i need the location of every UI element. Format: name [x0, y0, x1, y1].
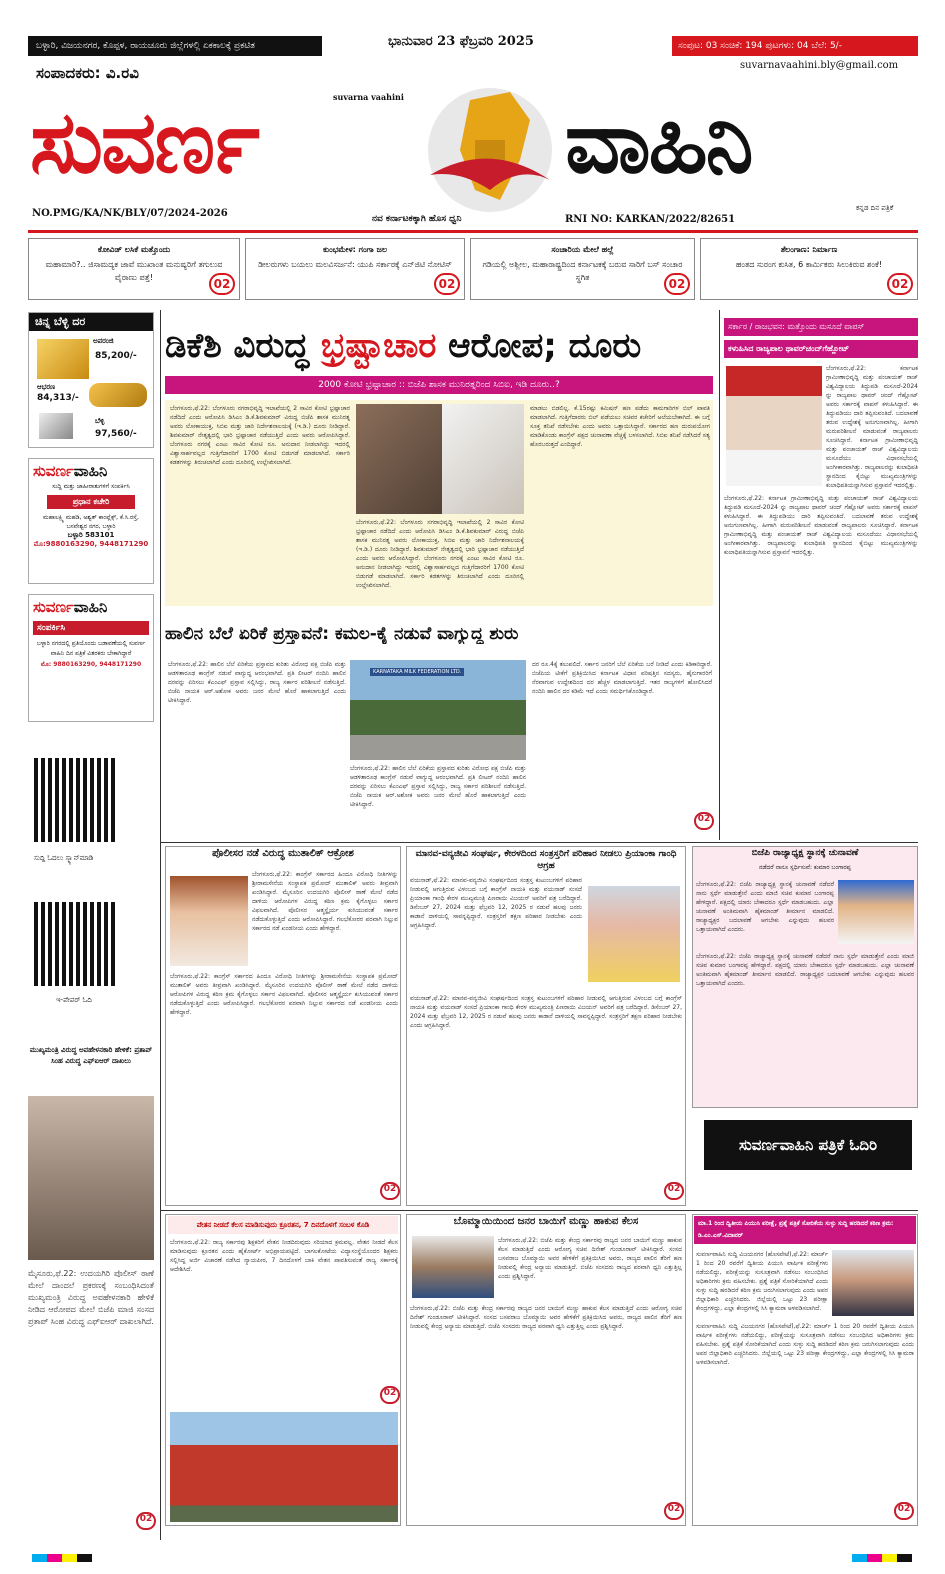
ad-tagline: ಸುದ್ದಿ ಮತ್ತು ಜಾಹೀರಾತುಗಳಿಗೆ ಸಂಪರ್ಕಿಸಿ: [52, 483, 130, 490]
story-puc-body: ಸುವರ್ಣವಾಹಿನಿ ಸುದ್ದಿ ವಿಜಯನಗರ (ಹೊಸಪೇಟೆ),ಫೆ.22: ಮಾರ್ಚ್ 1 ರಿಂದ 20 ರವರೆಗೆ ದ್ವಿತೀಯ ಪಿಯುಸಿ ವಾರ್ಷಿಕ ಪರೀಕ್ಷೆಗಳು ನಡೆಯಲಿದ್ದು, ಪರೀಕ್ಷೆಯನ್ನು ಸುಸೂತ್ರವಾಗಿ ನಡೆಸಲು ಸಂಬಂಧಿಸಿದ ಅಧಿಕಾರಿಗಳು ಕ್ರಮ ವಹಿಸಬೇಕು. ಪ್ರಶ್ನೆ ಪತ್ರಿಕೆ ಸೋರಿಕೆಯಾಗಿದೆ ಎಂದು ಸುಳ್ಳು ಸುದ್ದಿ ಹರಡಿದರೆ ಕಠಿಣ ಕ್ರಮ ಜರುಗಿಸಲಾಗುವುದು ಎಂದು ಅಪರ ಜಿಲ್ಲಾಧಿಕಾರಿ ಎಚ್ಚರಿಸಿದರು. ಜಿಲ್ಲೆಯಲ್ಲಿ ಒಟ್ಟು 23 ಪರೀಕ್ಷಾ ಕೇಂದ್ರಗಳಿದ್ದು, ಎಲ್ಲಾ ಕೇಂದ್ರಗಳಲ್ಲಿ ಸಿಸಿ ಕ್ಯಾಮರಾ ಅಳವಡಿಸಲಾಗಿದೆ.: [696, 1323, 914, 1366]
silver-rate: 97,560/-: [95, 429, 137, 439]
rni-number: RNI NO: KARKAN/2022/82651: [565, 214, 736, 225]
story-mutalik-body: ಬೆಂಗಳೂರು,ಫೆ.22: ಕಾಂಗ್ರೆಸ್ ಸರ್ಕಾರದ ಹಿಂದೂ ವಿರೋಧಿ ನೀತಿಗಳನ್ನು ಶ್ರೀರಾಮಸೇನೆಯ ಸಂಸ್ಥಾಪಕ ಪ್ರಮೋದ್ ಮುತಾಲಿಕ್ ಅವರು ತೀವ್ರವಾಗಿ ಖಂಡಿಸಿದ್ದಾರೆ. ಮೈಸೂರಿನ ಉದಯಗಿರಿ ಪೊಲೀಸ್ ಠಾಣೆ ಮೇಲೆ ನಡೆದ ದಾಳಿಯ ಆರೋಪಿಗಳ ವಿರುದ್ಧ ಕಠಿಣ ಕ್ರಮ ಕೈಗೊಳ್ಳಲು ಸರ್ಕಾರ ವಿಫಲವಾಗಿದೆ. ಪೊಲೀಸರ ಆತ್ಮಸ್ಥೈರ್ಯ ಕುಸಿಯುವಂತೆ ಸರ್ಕಾರ ನಡೆದುಕೊಳ್ಳುತ್ತಿದೆ ಎಂದು ಆರೋಪಿಸಿದ್ದಾರೆ. ಗಲಭೆಕೋರರ ಪರವಾಗಿ ನಿಲ್ಲುವ ಸರ್ಕಾರದ ನಡೆ ಖಂಡನೀಯ ಎಂದು ಹೇಳಿದ್ದಾರೆ.: [170, 973, 398, 1016]
teaser-body: ಗಡಿಯಲ್ಲಿ ಅಶ್ಲೀಲ, ಮಹಾರಾಷ್ಟ್ರದಿಂದ ಕರ್ನಾಟಕಕ್ಕೆ ಬರುವ ಸಾರಿಗೆ ಬಸ್ ಸಂಚಾರ ಸ್ಥಗಿತ: [482, 260, 683, 282]
districts-bar: ಬಳ್ಳಾರಿ, ವಿಜಯನಗರ, ಕೊಪ್ಪಳ, ರಾಯಚೂರು ಜಿಲ್ಲೆಗಳಲ್ಲಿ ಏಕಕಾಲಕ್ಕೆ ಪ್ರಕಟಿತ: [28, 36, 322, 56]
story-puc-head[interactable]: ಮಾ.1 ರಿಂದ ದ್ವಿತೀಯ ಪಿಯುಸಿ ಪರೀಕ್ಷೆ, ಪ್ರಶ್ನೆ ಪತ್ರಿಕೆ ಸೋರಿಕೆಯ ಸುಳ್ಳು ಸುದ್ದಿ ಹರಡಿದರೆ ಕಠಿಣ ಕ್ರಮ: ಡಿ.ಎಂ.ಎಸ್.ವಿದಾವರ್: [694, 1216, 916, 1244]
jewel-label: ಆಭರಣ: [37, 383, 56, 391]
milk-body-mid: ಬೆಂಗಳೂರು,ಫೆ.22: ಹಾಲಿನ ಬೆಲೆ ಏರಿಕೆಯ ಪ್ರಸ್ತಾವದ ಕುರಿತು ವಿರೋಧ ಪಕ್ಷ ಬಿಜೆಪಿ ಮತ್ತು ಆಡಳಿತಾರೂಢ ಕಾಂಗ್ರೆಸ್ ನಡುವೆ ವಾಗ್ಯುದ್ಧ ಆರಂಭವಾಗಿದೆ. ಪ್ರತಿ ಲೀಟರ್ ನಂದಿನಿ ಹಾಲಿನ ದರವನ್ನು ಏರಿಸಲು ಕೆಎಂಎಫ್ ಪ್ರಸ್ತಾವ ಸಲ್ಲಿಸಿದ್ದು, ರಾಜ್ಯ ಸರ್ಕಾರ ಪರಿಶೀಲನೆ ನಡೆಸುತ್ತಿದೆ. ಬಿಜೆಪಿ ನಾಯಕ ಆರ್.ಅಶೋಕ ಅವರು ಜನರ ಮೇಲೆ ಹೊರೆ ಹಾಕಲಾಗುತ್ತಿದೆ ಎಂದು ಟೀಕಿಸಿದ್ದಾರೆ.: [350, 765, 526, 808]
governor-photo: [726, 366, 822, 486]
teaser-1[interactable]: [28, 238, 240, 300]
dinesh-photo: [412, 1236, 494, 1298]
page-badge: 02: [209, 273, 235, 295]
jewel-image: [89, 383, 147, 407]
milk-body-left: ಬೆಂಗಳೂರು,ಫೆ.22: ಹಾಲಿನ ಬೆಲೆ ಏರಿಕೆಯ ಪ್ರಸ್ತಾವದ ಕುರಿತು ವಿರೋಧ ಪಕ್ಷ ಬಿಜೆಪಿ ಮತ್ತು ಆಡಳಿತಾರೂಢ ಕಾಂಗ್ರೆಸ್ ನಡುವೆ ವಾಗ್ಯುದ್ಧ ಆರಂಭವಾಗಿದೆ. ಪ್ರತಿ ಲೀಟರ್ ನಂದಿನಿ ಹಾಲಿನ ದರವನ್ನು ಏರಿಸಲು ಕೆಎಂಎಫ್ ಪ್ರಸ್ತಾವ ಸಲ್ಲಿಸಿದ್ದು, ರಾಜ್ಯ ಸರ್ಕಾರ ಪರಿಶೀಲನೆ ನಡೆಸುತ್ತಿದೆ. ಬಿಜೆಪಿ ನಾಯಕ ಆರ್.ಅಶೋಕ ಅವರು ಜನರ ಮೇಲೆ ಹೊರೆ ಹಾಕಲಾಗುತ್ತಿದೆ ಎಂದು ಟೀಕಿಸಿದ್ದಾರೆ.: [168, 661, 346, 704]
gold-bar-image: [37, 339, 89, 379]
milk-body-right: ದರ ರೂ.4ಕ್ಕೆ ತಲುಪಲಿದೆ. ಸರ್ಕಾರ ಜನರಿಗೆ ಬೆಲೆ ಏರಿಕೆಯ ಬರೆ ನೀಡಿದೆ ಎಂದು ಕಿಡಿಕಾರಿದ್ದಾರೆ. ಬಿಜೆಪಿಯ ಟೀಕೆಗೆ ಪ್ರತಿಕ್ರಿಯಿಸಿದ ಕರ್ನಾಟಕ ವಿಧಾನ ಪರಿಷತ್ತಿನ ಸದಸ್ಯರು, ಹೈನುಗಾರರಿಗೆ ನೆರವಾಗುವ ಉದ್ದೇಶದಿಂದ ದರ ಹೆಚ್ಚಳ ಮಾಡಲಾಗುತ್ತಿದೆ. ಇತರ ರಾಜ್ಯಗಳಿಗೆ ಹೋಲಿಸಿದರೆ ನಂದಿನಿ ಹಾಲಿನ ದರ ಕಡಿಮೆ ಇದೆ ಎಂದು ಸಮರ್ಥಿಸಿಕೊಂಡಿದ್ದಾರೆ.: [532, 661, 712, 695]
read-banner: ಸುವರ್ಣವಾಹಿನಿ ಪತ್ರಿಕೆ ಓದಿರಿ: [704, 1120, 912, 1170]
ad-logo-right: ವಾಹಿನಿ: [73, 462, 108, 480]
daily-label: ಕನ್ನಡ ದಿನ ಪತ್ರಿಕೆ: [856, 204, 894, 212]
small-logo: suvarna vaahini: [333, 92, 404, 102]
page-badge: 02: [894, 1502, 914, 1520]
registration-number: NO.PMG/KA/NK/BLY/07/2024-2026: [32, 208, 228, 219]
teaser-2[interactable]: [245, 238, 465, 300]
side-story-body: ಮೈಸೂರು,ಫೆ.22: ಉದಯಗಿರಿ ಪೊಲೀಸ್ ಠಾಣೆ ಮೇಲೆ ದಾಂದಲೆ ಪ್ರಕರಣಕ್ಕೆ ಸಂಬಂಧಿಸಿದಂತೆ ಮುಖ್ಯಮಂತ್ರಿ ವಿರುದ್ಧ ಅವಹೇಳನಕಾರಿ ಹೇಳಿಕೆ ನೀಡಿದ ಆರೋಪದ ಮೇಲೆ ಬಿಜೆಪಿ ಮಾಜಿ ಸಂಸದ ಪ್ರತಾಪ್ ಸಿಂಹ ವಿರುದ್ಧ ಎಫ್‌ಐಆರ್ ದಾಖಲಾಗಿದೆ.: [28, 1269, 154, 1326]
contact-email[interactable]: suvarnavaahini.bly@gmail.com: [740, 60, 899, 71]
story-bjp-sub: ನಡೆದರೆ ನಾನೂ ಸ್ಪರ್ಧಿಸುವೆ: ಕುಮಾರ ಬಂಗಾರಪ್ಪ: [759, 864, 851, 871]
page-badge: 02: [664, 1182, 684, 1200]
page-badge: 02: [136, 1512, 156, 1530]
qr-code-news[interactable]: [34, 758, 118, 842]
office-address: ಮಹಾಲಕ್ಷ್ಮಿ ಮಹಡಿ, ಅಶ್ವತ್ ಕಾಂಪ್ಲೆಕ್ಸ್, ಕೆ.ಸಿ.ರಸ್ತೆ, ಬಸವೇಶ್ವರ ನಗರ, ಬಳ್ಳಾರಿ: [43, 514, 139, 530]
issue-info: ಸಂಪುಟ: 03 ಸಂಚಿಕೆ: 194 ಪುಟಗಳು: 04 ಬೆಲೆ: 5/-: [672, 36, 918, 56]
teaser-3[interactable]: [470, 238, 695, 300]
story-bommai-body-top: ಬೆಂಗಳೂರು,ಫೆ.22: ಬಿಜೆಪಿ ಮತ್ತು ಕೇಂದ್ರ ಸರ್ಕಾರವು ರಾಜ್ಯದ ಜನರ ಬಾಯಿಗೆ ಮಣ್ಣು ಹಾಕುವ ಕೆಲಸ ಮಾಡುತ್ತಿದೆ ಎಂದು ಆರೋಗ್ಯ ಸಚಿವ ದಿನೇಶ್ ಗುಂಡೂರಾವ್ ಟೀಕಿಸಿದ್ದಾರೆ. ಸಂಸದ ಬಸವರಾಜ ಬೊಮ್ಮಾಯಿ ಅವರ ಹೇಳಿಕೆಗೆ ಪ್ರತಿಕ್ರಿಯಿಸಿದ ಅವರು, ರಾಜ್ಯದ ಪಾಲಿನ ತೆರಿಗೆ ಹಣ ನೀಡುವಲ್ಲಿ ಕೇಂದ್ರ ಅನ್ಯಾಯ ಮಾಡುತ್ತಿದೆ. ಬಿಜೆಪಿ ಸಂಸದರು ರಾಜ್ಯದ ಪರವಾಗಿ ಧ್ವನಿ ಎತ್ತುತ್ತಿಲ್ಲ ಎಂದು ಪ್ರಶ್ನಿಸಿದ್ದಾರೆ.: [498, 1237, 682, 1280]
gold-rate-title: ಚಿನ್ನ ಬೆಳ್ಳಿ ದರ: [29, 313, 153, 331]
story-bjp-body: ಬೆಂಗಳೂರು,ಫೆ.22: ಬಿಜೆಪಿ ರಾಜ್ಯಾಧ್ಯಕ್ಷ ಸ್ಥಾನಕ್ಕೆ ಚುನಾವಣೆ ನಡೆದರೆ ನಾನು ಸ್ಪರ್ಧೆ ಮಾಡುತ್ತೇನೆ ಎಂದು ಮಾಜಿ ಸಚಿವ ಕುಮಾರ ಬಂಗಾರಪ್ಪ ಹೇಳಿದ್ದಾರೆ. ಪಕ್ಷದಲ್ಲಿ ಯಾರು ಬೇಕಾದರೂ ಸ್ಪರ್ಧೆ ಮಾಡಬಹುದು. ಎಲ್ಲಾ ಚುನಾವಣೆ ಅಂತಿಮವಾಗಿ ಹೈಕಮಾಂಡ್ ತೀರ್ಮಾನ ಮಾಡಲಿದೆ. ರಾಜ್ಯಾಧ್ಯಕ್ಷರ ಬದಲಾವಣೆ ಆಗಬೇಕು ಎನ್ನುವುದು ಹಲವರ ಒತ್ತಾಯವಾಗಿದೆ ಎಂದರು.: [696, 953, 914, 987]
lead-headline-b: ಭ್ರಷ್ಟಾಚಾರ: [320, 326, 437, 366]
story-bjp-head[interactable]: ಬಿಜೆಪಿ ರಾಜ್ಯಾಧ್ಯಕ್ಷ ಸ್ಥಾನಕ್ಕೆ ಚುನಾವಣೆ: [751, 848, 859, 858]
right-subhead[interactable]: ಕಳುಹಿಸಿದ ರಾಜ್ಯಪಾಲ ಥಾವರ್‌ಚಂದ್‌ಗೆಹ್ಲೋಟ್: [724, 340, 918, 358]
page-badge: 02: [380, 1386, 400, 1404]
teaser-head: ಕುಂಭಮೇಳ: ಗಂಗಾ ಜಲ: [322, 245, 388, 254]
registration-marks: [852, 1554, 912, 1562]
milk-headline[interactable]: ಹಾಲಿನ ಬೆಲೆ ಏರಿಕೆ ಪ್ರಸ್ತಾವನೆ: ಕಮಲ-ಕೈ ನಡುವೆ ವಾಗ್ಯುದ್ಧ ಶುರು: [165, 624, 519, 644]
ad-logo-left: ಸುವರ್ಣ: [33, 462, 74, 480]
contact-body: ಬಳ್ಳಾರಿ ನಗರದಲ್ಲಿ ಪ್ರತಿಯೊಂದು ಬಡಾವಣೆಯಲ್ಲಿ ಸುವರ್ಣ ವಾಹಿನಿ ದಿನ ಪತ್ರಿಕೆ ವಿತರಕರು ಬೇಕಾಗಿದ್ದಾರೆ: [36, 640, 146, 657]
story-salary-body: ಬೆಂಗಳೂರು,ಫೆ.22: ರಾಜ್ಯ ಸರ್ಕಾರವು ಶಿಕ್ಷಕರಿಗೆ ವೇತನ ನೀಡದಿರುವುದು ಸರಿಯಾದ ಕ್ರಮವಲ್ಲ. ವೇತನ ನೀಡದೆ ಕೆಲಸ ಮಾಡಿಸುವುದು ಕ್ರೂರತನ ಎಂದು ಹೈಕೋರ್ಟ್ ಅಭಿಪ್ರಾಯಪಟ್ಟಿದೆ. ಬಾಗಲಕೋಟೆಯ ವಿದ್ಯಾಸಂಸ್ಥೆಯೊಂದರ ಶಿಕ್ಷಕರು ಸಲ್ಲಿಸಿದ್ದ ಅರ್ಜಿ ವಿಚಾರಣೆ ನಡೆಸಿದ ನ್ಯಾಯಪೀಠ, 7 ದಿನದೊಳಗೆ ಬಾಕಿ ವೇತನ ಪಾವತಿಸುವಂತೆ ರಾಜ್ಯ ಸರ್ಕಾರಕ್ಕೆ ಆದೇಶಿಸಿದೆ.: [170, 1239, 398, 1273]
gold-label: ಅಪರಂಜಿ: [93, 337, 114, 345]
registration-marks: [32, 1554, 92, 1562]
teaser-body: ಡೀಲರುಗಳು ಬಯಲು ಮಲವಿಸರ್ಜನೆ: ಯುಪಿ ಸರ್ಕಾರಕ್ಕೆ ಎನ್‌ಜಿಟಿ ನೋಟಿಸ್: [258, 260, 452, 269]
story-salary-head[interactable]: ವೇತನ ನೀಡದೆ ಕೆಲಸ ಮಾಡಿಸುವುದು ಕ್ರೂರತನ, 7 ದಿನದೊಳಗೆ ಸಂಬಳ ಕೊಡಿ: [168, 1216, 398, 1234]
masthead-right: ವಾಹಿನಿ: [565, 93, 752, 193]
teaser-body: ಮಹಾಮಾರಿ?.. ಜಿಸಾಮದ್ಯಕ ಜಾವೆ ಮುಖಾಂತ ಮನುಷ್ಯರಿಗೆ ತಗುಲುವ ವೈರಾಣು ಪತ್ತೆ!: [45, 260, 223, 282]
office-pin: ಬಳ್ಳಾರಿ 583101: [67, 531, 115, 539]
jewel-rate: 84,313/-: [37, 393, 79, 403]
page-badge: 02: [887, 273, 913, 295]
mutalik-photo: [170, 876, 248, 966]
page-badge: 02: [380, 1182, 400, 1200]
lead-headline-c: ಆರೋಪ; ದೂರು: [436, 326, 642, 366]
qr-caption-news: ಸುದ್ದಿ ಓದಲು ಸ್ಕ್ಯಾನ್‌ಮಾಡಿ: [34, 854, 94, 862]
story-mutalik-body-top: ಬೆಂಗಳೂರು,ಫೆ.22: ಕಾಂಗ್ರೆಸ್ ಸರ್ಕಾರದ ಹಿಂದೂ ವಿರೋಧಿ ನೀತಿಗಳನ್ನು ಶ್ರೀರಾಮಸೇನೆಯ ಸಂಸ್ಥಾಪಕ ಪ್ರಮೋದ್ ಮುತಾಲಿಕ್ ಅವರು ತೀವ್ರವಾಗಿ ಖಂಡಿಸಿದ್ದಾರೆ. ಮೈಸೂರಿನ ಉದಯಗಿರಿ ಪೊಲೀಸ್ ಠಾಣೆ ಮೇಲೆ ನಡೆದ ದಾಳಿಯ ಆರೋಪಿಗಳ ವಿರುದ್ಧ ಕಠಿಣ ಕ್ರಮ ಕೈಗೊಳ್ಳಲು ಸರ್ಕಾರ ವಿಫಲವಾಗಿದೆ. ಪೊಲೀಸರ ಆತ್ಮಸ್ಥೈರ್ಯ ಕುಸಿಯುವಂತೆ ಸರ್ಕಾರ ನಡೆದುಕೊಳ್ಳುತ್ತಿದೆ ಎಂದು ಆರೋಪಿಸಿದ್ದಾರೆ. ಗಲಭೆಕೋರರ ಪರವಾಗಿ ನಿಲ್ಲುವ ಸರ್ಕಾರದ ನಡೆ ಖಂಡನೀಯ ಎಂದು ಹೇಳಿದ್ದಾರೆ.: [252, 871, 398, 932]
story-bjp-body-top: ಬೆಂಗಳೂರು,ಫೆ.22: ಬಿಜೆಪಿ ರಾಜ್ಯಾಧ್ಯಕ್ಷ ಸ್ಥಾನಕ್ಕೆ ಚುನಾವಣೆ ನಡೆದರೆ ನಾನು ಸ್ಪರ್ಧೆ ಮಾಡುತ್ತೇನೆ ಎಂದು ಮಾಜಿ ಸಚಿವ ಕುಮಾರ ಬಂಗಾರಪ್ಪ ಹೇಳಿದ್ದಾರೆ. ಪಕ್ಷದಲ್ಲಿ ಯಾರು ಬೇಕಾದರೂ ಸ್ಪರ್ಧೆ ಮಾಡಬಹುದು. ಎಲ್ಲಾ ಚುನಾವಣೆ ಅಂತಿಮವಾಗಿ ಹೈಕಮಾಂಡ್ ತೀರ್ಮಾನ ಮಾಡಲಿದೆ. ರಾಜ್ಯಾಧ್ಯಕ್ಷರ ಬದಲಾವಣೆ ಆಗಬೇಕು ಎನ್ನುವುದು ಹಲವರ ಒತ್ತಾಯವಾಗಿದೆ ಎಂದರು.: [696, 881, 834, 933]
karnataka-emblem-icon: [400, 70, 580, 230]
masthead-left: ಸುವರ್ಣ: [30, 93, 258, 193]
section-rule: [160, 1210, 918, 1211]
qr-caption-epaper: ಇ-ಪೇಪರ್ ಓದಿ: [56, 996, 92, 1004]
lead-headline-a: ಡಿಕೆಶಿ ವಿರುದ್ಧ: [165, 326, 321, 366]
silver-image: [39, 413, 73, 439]
masthead-rule: [28, 230, 918, 233]
page-badge: 02: [694, 812, 714, 830]
story-priyanka-head[interactable]: ಮಾನವ-ವನ್ಯಜೀವಿ ಸಂಘರ್ಷ, ಕೇರಳದಿಂದ ಸಂತ್ರಸ್ತರಿಗೆ ಪರಿಹಾರ ನೀಡಲು ಪ್ರಿಯಾಂಕಾ ಗಾಂಧಿ ಆಗ್ರಹ: [415, 849, 677, 871]
milk-photo-caption: KARNATAKA MILK FEDERATION LTD.: [370, 668, 464, 676]
page-badge: 02: [664, 1502, 684, 1520]
editor-name: ಸಂಪಾದಕರು: ವಿ.ರವಿ: [36, 64, 139, 82]
lead-photo-munirathna: [442, 404, 524, 514]
ad-logo-left: ಸುವರ್ಣ: [33, 598, 74, 616]
page-badge: 02: [664, 273, 690, 295]
bangarappa-photo: [838, 880, 914, 944]
story-priyanka-body: ವಯನಾಡ್,ಫೆ.22: ಮಾನವ-ವನ್ಯಜೀವಿ ಸಂಘರ್ಷದಿಂದ ಸಂತ್ರಸ್ತ ಕುಟುಂಬಗಳಿಗೆ ಪರಿಹಾರ ನೀಡುವಲ್ಲಿ ಆಗುತ್ತಿರುವ ವಿಳಂಬದ ಬಗ್ಗೆ ಕಾಂಗ್ರೆಸ್ ನಾಯಕಿ ಮತ್ತು ವಯನಾಡ್ ಸಂಸದೆ ಪ್ರಿಯಾಂಕಾ ಗಾಂಧಿ ಕೇರಳ ಮುಖ್ಯಮಂತ್ರಿ ಪಿಣರಾಯಿ ವಿಜಯನ್ ಅವರಿಗೆ ಪತ್ರ ಬರೆದಿದ್ದಾರೆ. ಡಿಸೆಂಬರ್ 27, 2024 ಮತ್ತು ಫೆಬ್ರವರಿ 12, 2025 ರ ನಡುವೆ ಹಲವು ಜನರು ಕಾಡಾನೆ ದಾಳಿಯಲ್ಲಿ ಸಾವನ್ನಪ್ಪಿದ್ದಾರೆ. ಸಂತ್ರಸ್ತರಿಗೆ ತಕ್ಷಣ ಪರಿಹಾರ ನೀಡಬೇಕು ಎಂದು ಆಗ್ರಹಿಸಿದ್ದಾರೆ.: [410, 995, 682, 1029]
contact-ad: [28, 594, 154, 722]
story-puc-body-top: ಸುವರ್ಣವಾಹಿನಿ ಸುದ್ದಿ ವಿಜಯನಗರ (ಹೊಸಪೇಟೆ),ಫೆ.22: ಮಾರ್ಚ್ 1 ರಿಂದ 20 ರವರೆಗೆ ದ್ವಿತೀಯ ಪಿಯುಸಿ ವಾರ್ಷಿಕ ಪರೀಕ್ಷೆಗಳು ನಡೆಯಲಿದ್ದು, ಪರೀಕ್ಷೆಯನ್ನು ಸುಸೂತ್ರವಾಗಿ ನಡೆಸಲು ಸಂಬಂಧಿಸಿದ ಅಧಿಕಾರಿಗಳು ಕ್ರಮ ವಹಿಸಬೇಕು. ಪ್ರಶ್ನೆ ಪತ್ರಿಕೆ ಸೋರಿಕೆಯಾಗಿದೆ ಎಂದು ಸುಳ್ಳು ಸುದ್ದಿ ಹರಡಿದರೆ ಕಠಿಣ ಕ್ರಮ ಜರುಗಿಸಲಾಗುವುದು ಎಂದು ಅಪರ ಜಿಲ್ಲಾಧಿಕಾರಿ ಎಚ್ಚರಿಸಿದರು. ಜಿಲ್ಲೆಯಲ್ಲಿ ಒಟ್ಟು 23 ಪರೀಕ್ಷಾ ಕೇಂದ್ರಗಳಿದ್ದು, ಎಲ್ಲಾ ಕೇಂದ್ರಗಳಲ್ಲಿ ಸಿಸಿ ಕ್ಯಾಮರಾ ಅಳವಡಿಸಲಾಗಿದೆ.: [696, 1251, 828, 1312]
lead-body-mid: ಬೆಂಗಳೂರು,ಫೆ.22: ಬೆಂಗಳೂರು ನಗರಾಭಿವೃದ್ಧಿ ಇಲಾಖೆಯಲ್ಲಿ 2 ಸಾವಿರ ಕೋಟಿ ಭ್ರಷ್ಟಾಚಾರ ನಡೆದಿದೆ ಎಂದು ಆರೋಪಿಸಿ ಡಿಸಿಎಂ ಡಿ.ಕೆ.ಶಿವಕುಮಾರ್ ವಿರುದ್ಧ ಬಿಜೆಪಿ ಶಾಸಕ ಮುನಿರತ್ನ ಅವರು ಲೋಕಾಯುಕ್ತ, ಸಿಬಿಐ ಮತ್ತು ಜಾರಿ ನಿರ್ದೇಶನಾಲಯಕ್ಕೆ (ಇ.ಡಿ.) ದೂರು ನೀಡಿದ್ದಾರೆ. ಶಿವಕುಮಾರ್ ನೇತೃತ್ವದಲ್ಲಿ ಭಾರಿ ಭ್ರಷ್ಟಾಚಾರ ನಡೆಯುತ್ತಿದೆ ಎಂದು ಅವರು ಆರೋಪಿಸಿದ್ದಾರೆ. ಬೆಂಗಳೂರು ನಗರಕ್ಕೆ ಎಂಟು ಸಾವಿರ ಕೋಟಿ ರೂ. ಅನುದಾನ ನೀಡಲಾಗಿದ್ದು ಇದರಲ್ಲಿ ವಿಶ್ವಾಸಾರ್ಹವಲ್ಲದ ಗುತ್ತಿಗೆದಾರರಿಗೆ 1700 ಕೋಟಿ ಬಿಡುಗಡೆ ಮಾಡಲಾಗಿದೆ. ಸರ್ಕಾರಿ ಕಡತಗಳನ್ನು ತಿರುಚಲಾಗಿದೆ ಎಂದು ದೂರಿನಲ್ಲಿ ಉಲ್ಲೇಖಿಸಲಾಗಿದೆ.: [356, 519, 524, 589]
teaser-head: ತೆಲಂಗಾಣ: ನಿರ್ಮಾಣ: [780, 245, 838, 254]
officer-photo: [832, 1250, 914, 1316]
lead-body-right: ಮಾಡಲು ಬಿಡಲಿಲ್ಲ. ಕೆ.15ರಷ್ಟು ಕಮಿಷನ್ ಹಣ ಪಡೆದು ಕಾಮಗಾರಿಗಳ ಬಿಲ್ ಪಾವತಿ ಮಾಡಲಾಗಿದೆ. ಗುತ್ತಿಗೆದಾರರು ಬಿಲ್ ಪಡೆಯಲು ಸಚಿವರ ಕಚೇರಿಗೆ ಅಲೆಯಬೇಕಾಗಿದೆ. ಈ ಬಗ್ಗೆ ಸೂಕ್ತ ತನಿಖೆ ನಡೆಸಬೇಕು ಎಂದು ಅವರು ಒತ್ತಾಯಿಸಿದ್ದಾರೆ. ಸರ್ಕಾರದ ಹಣ ದುರುಪಯೋಗ ಮಾಡಿಕೊಂಡು ಕಾಂಗ್ರೆಸ್ ಪಕ್ಷದ ಚುನಾವಣಾ ವೆಚ್ಚಕ್ಕೆ ಬಳಸಲಾಗಿದೆ. ಸಿಬಿಐ ತನಿಖೆ ನಡೆಸಿದರೆ ಸತ್ಯ ಹೊರಬರುತ್ತದೆ ಎಂದಿದ್ದಾರೆ.: [530, 405, 710, 448]
side-story-photo: [28, 1096, 154, 1260]
story-bommai-head[interactable]: ಬೊಮ್ಮಾಯಿಯಿಂದ ಜನರ ಬಾಯಿಗೆ ಮಣ್ಣು ಹಾಕುವ ಕೆಲಸ: [453, 1216, 639, 1227]
silver-label: ಬೆಳ್ಳಿ: [95, 417, 105, 425]
lead-strap: 2000 ಕೋಟಿ ಭ್ರಷ್ಟಾಚಾರ :: ಬಿಜೆಪಿ ಶಾಸಕ ಮುನಿರತ್ನರಿಂದ ಸಿಬಿಐ, ಇಡಿ ದೂರು..?: [165, 376, 713, 394]
teaser-body: ಹಂತದ ಸುರಂಗ ಕುಸಿತ, 6 ಕಾರ್ಮಿಕರು ಸಿಲುಕಿರುವ ಶಂಕೆ!: [735, 260, 883, 269]
office-phone[interactable]: ಮೊ:9880163290, 9448171290: [33, 540, 149, 548]
right-kicker: ಸರ್ಕಾರ / ರಾಜಭವನ: ಮತ್ತೊಂದು ಮಸೂದೆ ವಾಪಸ್: [724, 318, 918, 336]
section-rule: [160, 842, 918, 843]
column-rule: [719, 310, 720, 840]
priyanka-photo: [588, 886, 680, 982]
side-story-head[interactable]: ಮುಖ್ಯಮಂತ್ರಿ ವಿರುದ್ಧ ಅವಹೇಳನಕಾರಿ ಹೇಳಿಕೆ: ಪ್ರತಾಪ್ ಸಿಂಹ ವಿರುದ್ಧ ಎಫ್‌ಐಆರ್ ದಾಖಲು: [29, 1046, 153, 1065]
high-court-photo: [170, 1412, 398, 1522]
teaser-head: ಕೋವಿಡ್ ಲಸಿಕೆ ಮತ್ತೊಂದು: [97, 245, 171, 254]
contact-phone[interactable]: ಮೊ: 9880163290, 9448171290: [40, 661, 142, 668]
story-priyanka-body-top: ವಯನಾಡ್,ಫೆ.22: ಮಾನವ-ವನ್ಯಜೀವಿ ಸಂಘರ್ಷದಿಂದ ಸಂತ್ರಸ್ತ ಕುಟುಂಬಗಳಿಗೆ ಪರಿಹಾರ ನೀಡುವಲ್ಲಿ ಆಗುತ್ತಿರುವ ವಿಳಂಬದ ಬಗ್ಗೆ ಕಾಂಗ್ರೆಸ್ ನಾಯಕಿ ಮತ್ತು ವಯನಾಡ್ ಸಂಸದೆ ಪ್ರಿಯಾಂಕಾ ಗಾಂಧಿ ಕೇರಳ ಮುಖ್ಯಮಂತ್ರಿ ಪಿಣರಾಯಿ ವಿಜಯನ್ ಅವರಿಗೆ ಪತ್ರ ಬರೆದಿದ್ದಾರೆ. ಡಿಸೆಂಬರ್ 27, 2024 ಮತ್ತು ಫೆಬ್ರವರಿ 12, 2025 ರ ನಡುವೆ ಹಲವು ಜನರು ಕಾಡಾನೆ ದಾಳಿಯಲ್ಲಿ ಸಾವನ್ನಪ್ಪಿದ್ದಾರೆ. ಸಂತ್ರಸ್ತರಿಗೆ ತಕ್ಷಣ ಪರಿಹಾರ ನೀಡಬೇಕು ಎಂದು ಆಗ್ರಹಿಸಿದ್ದಾರೆ.: [410, 877, 582, 929]
page-badge: 02: [434, 273, 460, 295]
office-head: ಪ್ರಧಾನ ಕಚೇರಿ: [47, 495, 135, 509]
story-bommai-body: ಬೆಂಗಳೂರು,ಫೆ.22: ಬಿಜೆಪಿ ಮತ್ತು ಕೇಂದ್ರ ಸರ್ಕಾರವು ರಾಜ್ಯದ ಜನರ ಬಾಯಿಗೆ ಮಣ್ಣು ಹಾಕುವ ಕೆಲಸ ಮಾಡುತ್ತಿದೆ ಎಂದು ಆರೋಗ್ಯ ಸಚಿವ ದಿನೇಶ್ ಗುಂಡೂರಾವ್ ಟೀಕಿಸಿದ್ದಾರೆ. ಸಂಸದ ಬಸವರಾಜ ಬೊಮ್ಮಾಯಿ ಅವರ ಹೇಳಿಕೆಗೆ ಪ್ರತಿಕ್ರಿಯಿಸಿದ ಅವರು, ರಾಜ್ಯದ ಪಾಲಿನ ತೆರಿಗೆ ಹಣ ನೀಡುವಲ್ಲಿ ಕೇಂದ್ರ ಅನ್ಯಾಯ ಮಾಡುತ್ತಿದೆ. ಬಿಜೆಪಿ ಸಂಸದರು ರಾಜ್ಯದ ಪರವಾಗಿ ಧ್ವನಿ ಎತ್ತುತ್ತಿಲ್ಲ ಎಂದು ಪ್ರಶ್ನಿಸಿದ್ದಾರೆ.: [410, 1305, 682, 1330]
office-ad: [28, 458, 154, 584]
lead-body-left: ಬೆಂಗಳೂರು,ಫೆ.22: ಬೆಂಗಳೂರು ನಗರಾಭಿವೃದ್ಧಿ ಇಲಾಖೆಯಲ್ಲಿ 2 ಸಾವಿರ ಕೋಟಿ ಭ್ರಷ್ಟಾಚಾರ ನಡೆದಿದೆ ಎಂದು ಆರೋಪಿಸಿ ಡಿಸಿಎಂ ಡಿ.ಕೆ.ಶಿವಕುಮಾರ್ ವಿರುದ್ಧ ಬಿಜೆಪಿ ಶಾಸಕ ಮುನಿರತ್ನ ಅವರು ಲೋಕಾಯುಕ್ತ, ಸಿಬಿಐ ಮತ್ತು ಜಾರಿ ನಿರ್ದೇಶನಾಲಯಕ್ಕೆ (ಇ.ಡಿ.) ದೂರು ನೀಡಿದ್ದಾರೆ. ಶಿವಕುಮಾರ್ ನೇತೃತ್ವದಲ್ಲಿ ಭಾರಿ ಭ್ರಷ್ಟಾಚಾರ ನಡೆಯುತ್ತಿದೆ ಎಂದು ಅವರು ಆರೋಪಿಸಿದ್ದಾರೆ. ಬೆಂಗಳೂರು ನಗರಕ್ಕೆ ಎಂಟು ಸಾವಿರ ಕೋಟಿ ರೂ. ಅನುದಾನ ನೀಡಲಾಗಿದ್ದು ಇದರಲ್ಲಿ ವಿಶ್ವಾಸಾರ್ಹವಲ್ಲದ ಗುತ್ತಿಗೆದಾರರಿಗೆ 1700 ಕೋಟಿ ಬಿಡುಗಡೆ ಮಾಡಲಾಗಿದೆ. ಸರ್ಕಾರಿ ಕಡತಗಳನ್ನು ತಿರುಚಲಾಗಿದೆ ಎಂದು ದೂರಿನಲ್ಲಿ ಉಲ್ಲೇಖಿಸಲಾಗಿದೆ.: [170, 405, 350, 466]
issue-date: ಭಾನುವಾರ 23 ಫೆಬ್ರವರಿ 2025: [388, 34, 534, 49]
right-body: ಬೆಂಗಳೂರು,ಫೆ.22: ಕರ್ನಾಟಕ ಗ್ರಾಮೀಣಾಭಿವೃದ್ಧಿ ಮತ್ತು ಪಂಚಾಯತ್ ರಾಜ್ ವಿಶ್ವವಿದ್ಯಾಲಯ ತಿದ್ದುಪಡಿ ಮಸೂದೆ-2024 ನ್ನು ರಾಜ್ಯಪಾಲ ಥಾವರ್ ಚಂದ್ ಗೆಹ್ಲೋಟ್ ಅವರು ಸರ್ಕಾರಕ್ಕೆ ವಾಪಸ್ ಕಳುಹಿಸಿದ್ದಾರೆ. ಈ ತಿದ್ದುಪಡಿಯು ದಾರಿ ತಪ್ಪಿಸುವಂತಿದೆ. ಬದಲಾವಣೆ ತರುವ ಉದ್ದೇಶಕ್ಕೆ ಅನುಗುಣವಾಗಿಲ್ಲ. ಹೀಗಾಗಿ ಮರುಪರಿಶೀಲನೆ ಮಾಡುವಂತೆ ರಾಜ್ಯಪಾಲರು ಸೂಚಿಸಿದ್ದಾರೆ. ಕರ್ನಾಟಕ ಗ್ರಾಮೀಣಾಭಿವೃದ್ಧಿ ಮತ್ತು ಪಂಚಾಯತ್ ರಾಜ್ ವಿಶ್ವವಿದ್ಯಾಲಯ ಮಸೂದೆಯು ವಿಧಾನಸಭೆಯಲ್ಲಿ ಅಂಗೀಕಾರವಾಗಿತ್ತು. ರಾಜ್ಯಪಾಲರನ್ನು ಕುಲಾಧಿಪತಿ ಸ್ಥಾನದಿಂದ ಕೈಬಿಟ್ಟು ಮುಖ್ಯಮಂತ್ರಿಗಳನ್ನು ಕುಲಾಧಿಪತಿಯನ್ನಾಗಿಸುವ ಪ್ರಸ್ತಾವನೆ ಇದರಲ್ಲಿತ್ತು.: [724, 495, 918, 556]
gold-rate-box: [28, 312, 154, 448]
story-mutalik-head[interactable]: ಪೊಲೀಸರ ನಡೆ ವಿರುದ್ಧ ಮುತಾಲಿಕ್ ಆಕ್ರೋಶ: [212, 848, 354, 859]
right-body-top: ಬೆಂಗಳೂರು,ಫೆ.22: ಕರ್ನಾಟಕ ಗ್ರಾಮೀಣಾಭಿವೃದ್ಧಿ ಮತ್ತು ಪಂಚಾಯತ್ ರಾಜ್ ವಿಶ್ವವಿದ್ಯಾಲಯ ತಿದ್ದುಪಡಿ ಮಸೂದೆ-2024 ನ್ನು ರಾಜ್ಯಪಾಲ ಥಾವರ್ ಚಂದ್ ಗೆಹ್ಲೋಟ್ ಅವರು ಸರ್ಕಾರಕ್ಕೆ ವಾಪಸ್ ಕಳುಹಿಸಿದ್ದಾರೆ. ಈ ತಿದ್ದುಪಡಿಯು ದಾರಿ ತಪ್ಪಿಸುವಂತಿದೆ. ಬದಲಾವಣೆ ತರುವ ಉದ್ದೇಶಕ್ಕೆ ಅನುಗುಣವಾಗಿಲ್ಲ. ಹೀಗಾಗಿ ಮರುಪರಿಶೀಲನೆ ಮಾಡುವಂತೆ ರಾಜ್ಯಪಾಲರು ಸೂಚಿಸಿದ್ದಾರೆ. ಕರ್ನಾಟಕ ಗ್ರಾಮೀಣಾಭಿವೃದ್ಧಿ ಮತ್ತು ಪಂಚಾಯತ್ ರಾಜ್ ವಿಶ್ವವಿದ್ಯಾಲಯ ಮಸೂದೆಯು ವಿಧಾನಸಭೆಯಲ್ಲಿ ಅಂಗೀಕಾರವಾಗಿತ್ತು. ರಾಜ್ಯಪಾಲರನ್ನು ಕುಲಾಧಿಪತಿ ಸ್ಥಾನದಿಂದ ಕೈಬಿಟ್ಟು ಮುಖ್ಯಮಂತ್ರಿಗಳನ್ನು ಕುಲಾಧಿಪತಿಯನ್ನಾಗಿಸುವ ಪ್ರಸ್ತಾವನೆ ಇದರಲ್ಲಿತ್ತು.: [826, 365, 918, 489]
ad-logo-right: ವಾಹಿನಿ: [73, 598, 108, 616]
lead-headline[interactable]: [165, 316, 715, 376]
gold-rate: 85,200/-: [95, 351, 137, 361]
teaser-4[interactable]: [700, 238, 918, 300]
column-rule: [160, 310, 161, 1540]
teaser-head: ಸಂಚಾರಿಯ ಮೇಲೆ ಹಲ್ಲೆ: [551, 245, 614, 254]
qr-code-epaper[interactable]: [34, 902, 118, 986]
slogan: ನವ ಕರ್ನಾಟಕಕ್ಕಾಗಿ ಹೊಸ ಧ್ವನಿ: [372, 214, 462, 224]
contact-head: ಸಂಪರ್ಕಿಸಿ: [33, 621, 149, 635]
